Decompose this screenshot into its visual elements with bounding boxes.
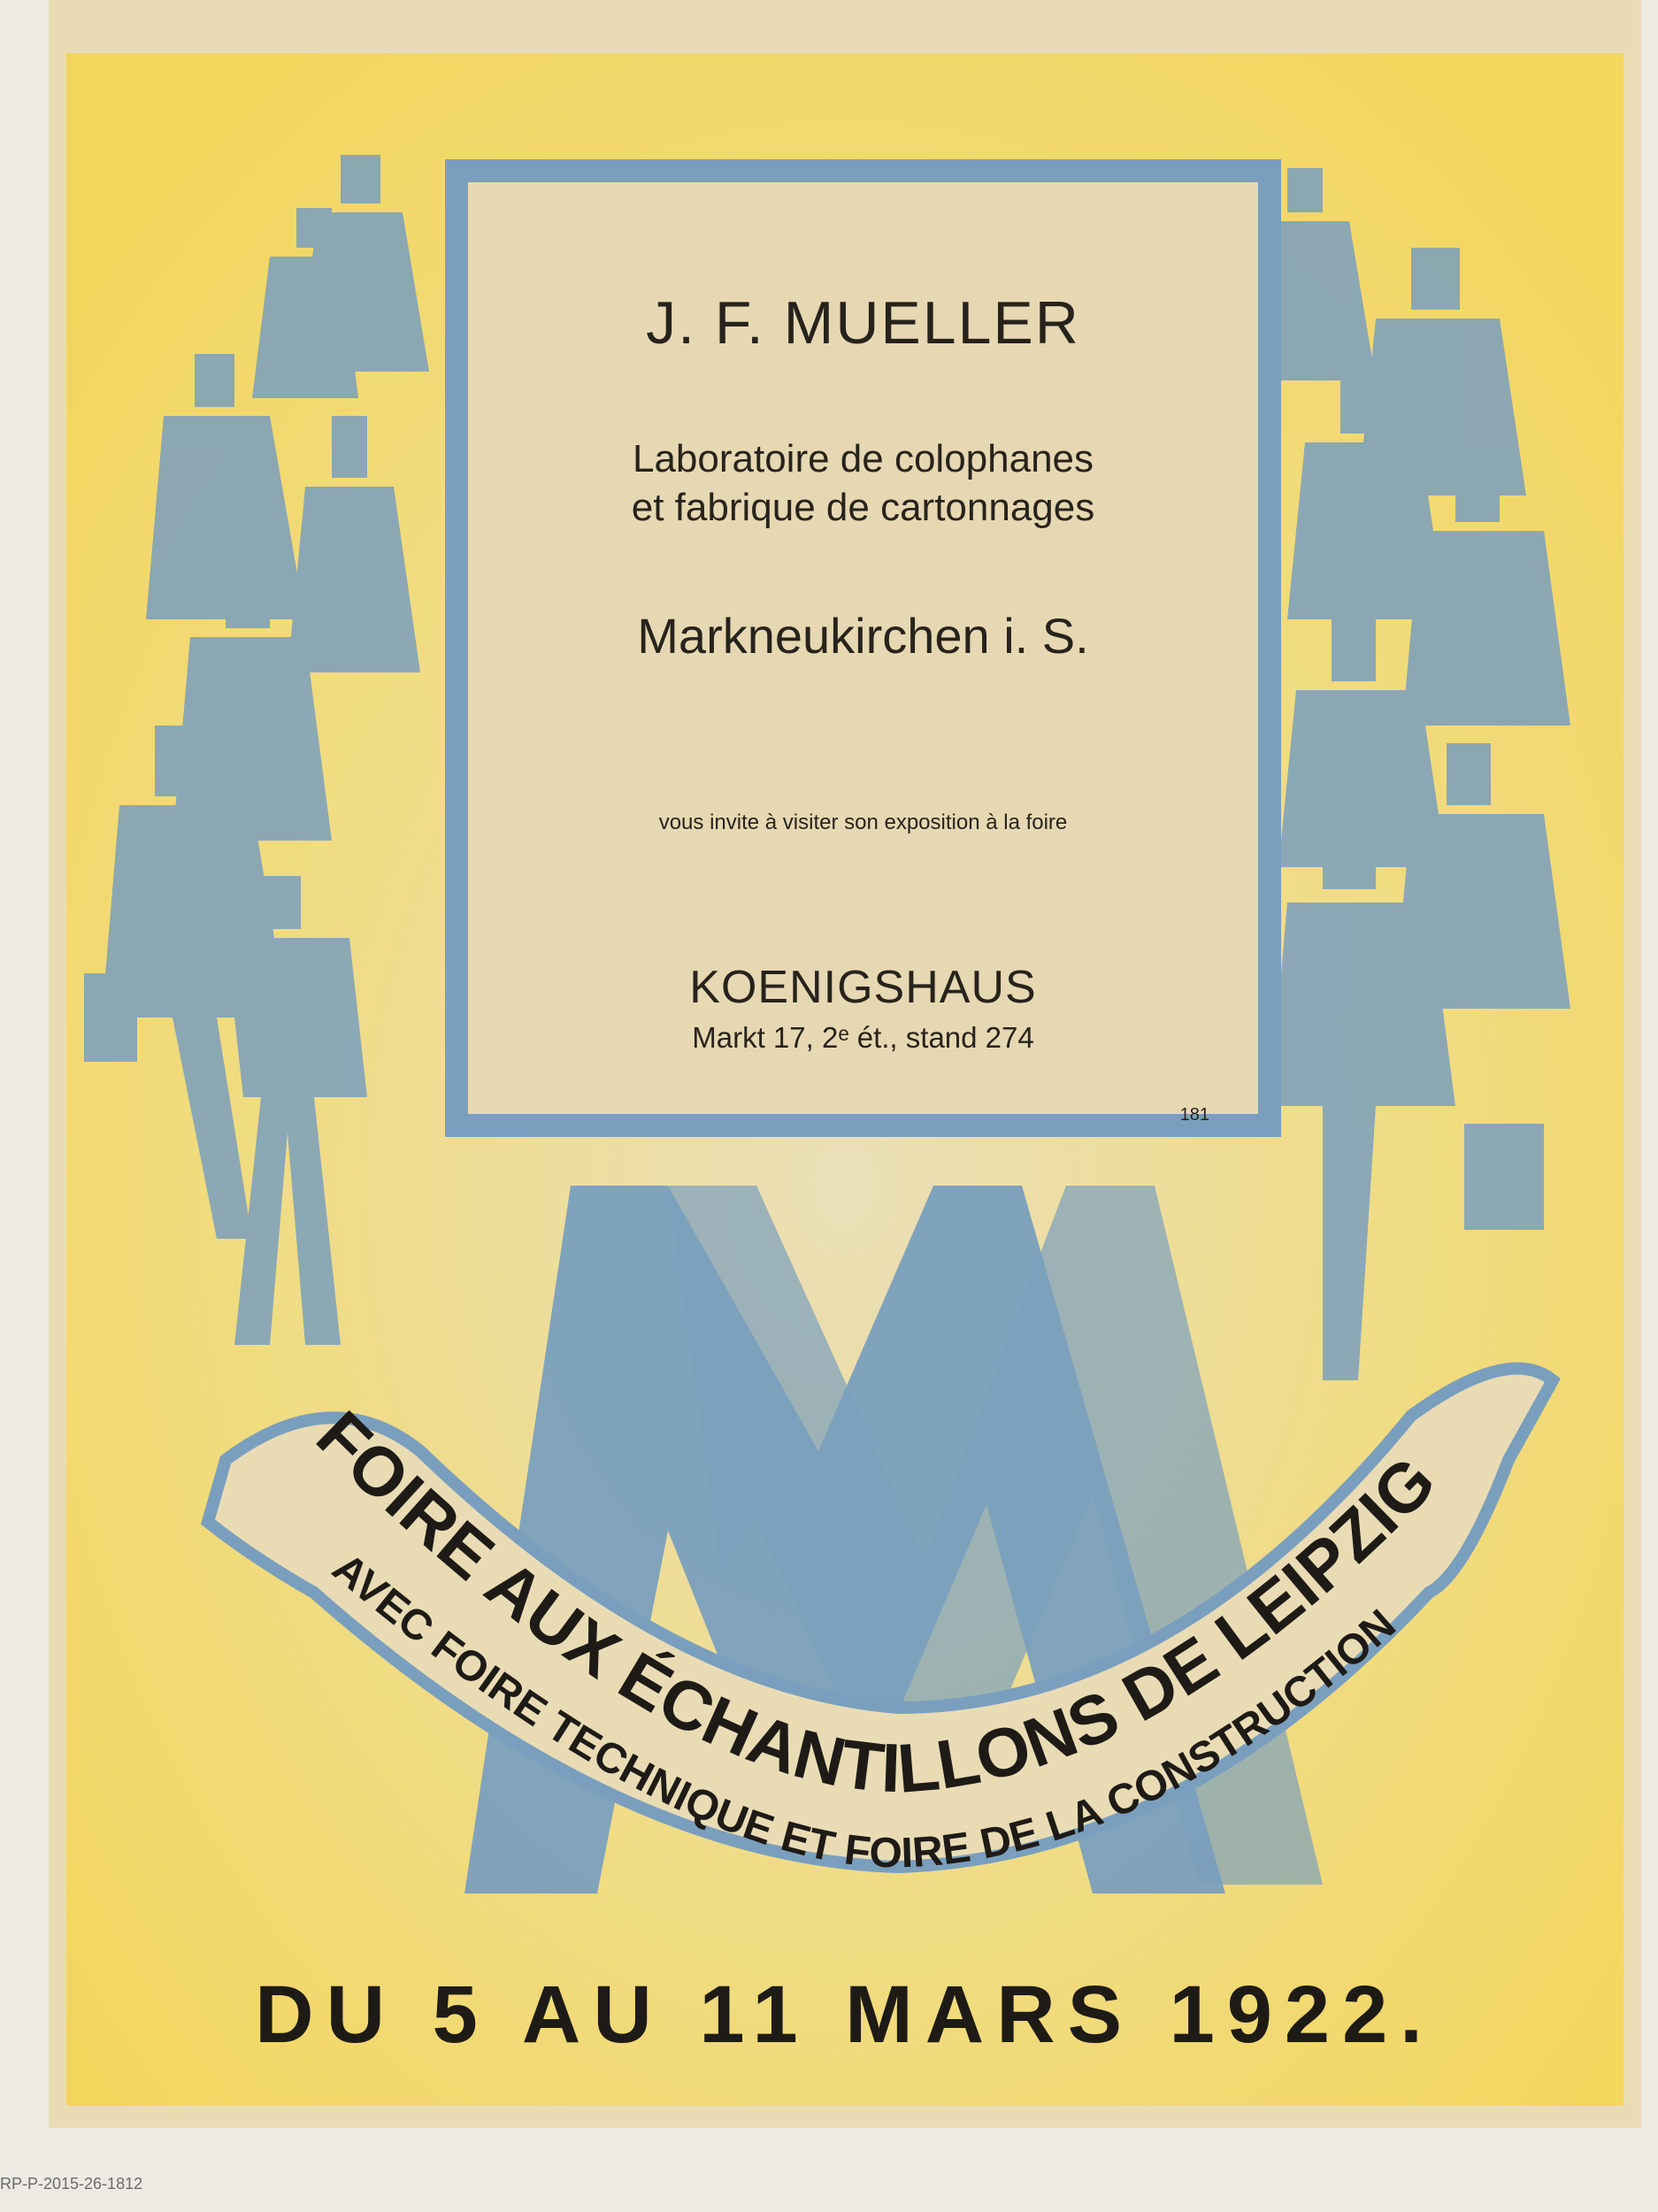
banner-subtitle: AVEC FOIRE TECHNIQUE ET FOIRE DE LA CONSTRUCTION [323,1544,1405,1878]
collection-number: RP-P-2015-26-1812 [0,2175,143,2193]
stand-address: Markt 17, 2ᵉ ét., stand 274 [692,1021,1034,1054]
exhibitor-panel [445,159,1281,1137]
hall-name: KOENIGSHAUS [689,962,1037,1013]
poster [49,0,1641,2128]
banner-title: FOIRE AUX ÉCHANTILLONS DE LEIPZIG [302,1395,1451,1808]
company-name: J. F. MUELLER [646,289,1080,357]
company-description [468,434,1258,532]
company-city: Markneukirchen i. S. [637,608,1089,664]
description-line-2: et fabrique de cartonnages [631,486,1095,529]
fair-dates: DU 5 AU 11 MARS 1922. [255,1970,1435,2060]
print-code: 181 [1179,1105,1209,1125]
description-line-1: Laboratoire de colophanes [632,437,1094,480]
invitation-text: vous invite à visiter son exposition à la foire [658,810,1068,834]
